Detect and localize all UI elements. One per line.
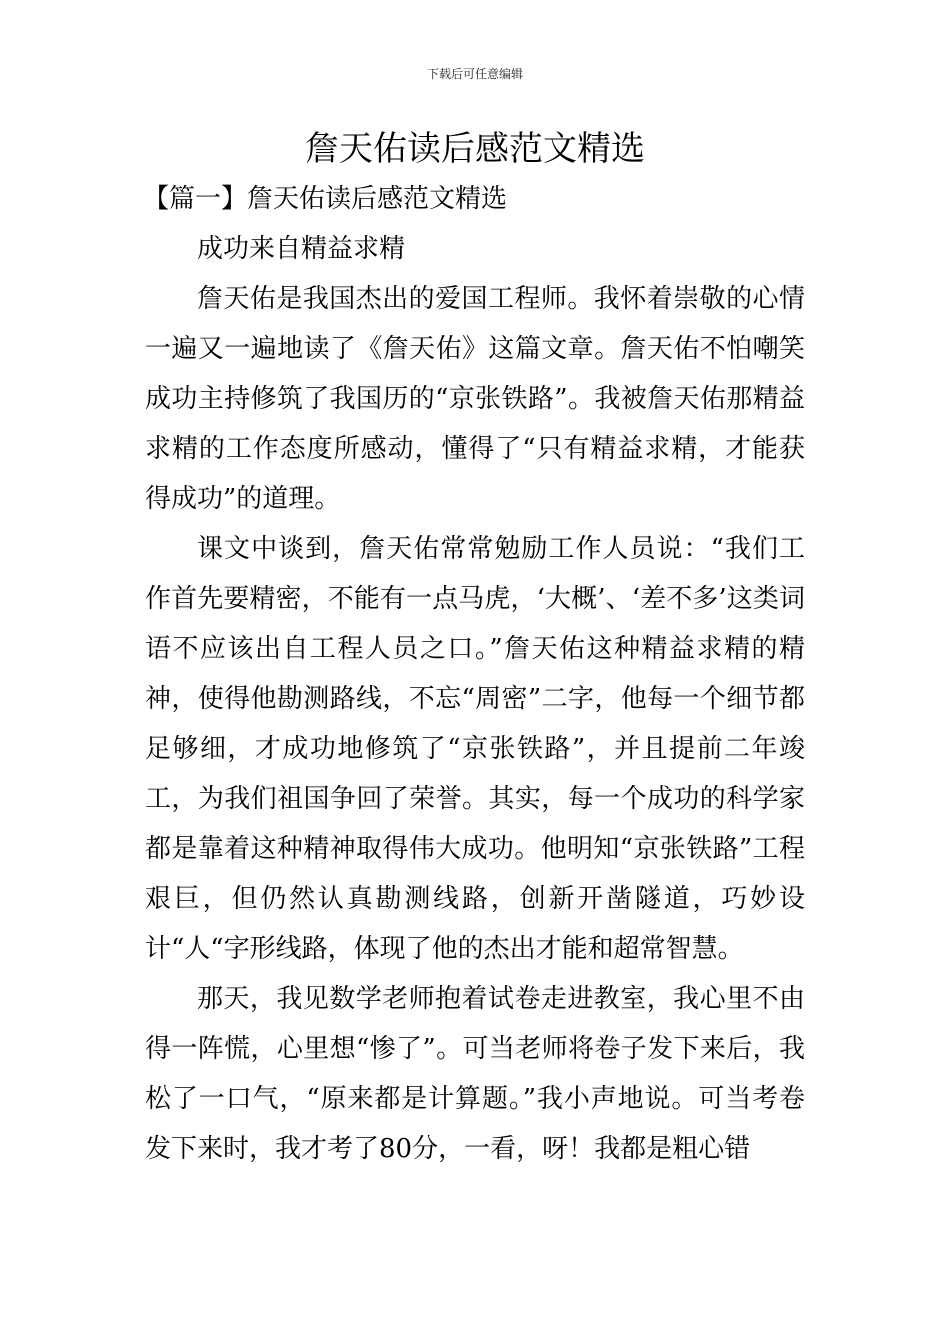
document-body [145,174,805,1174]
page-header-note: 下载后可任意编辑 [426,67,523,81]
paragraph-3: 那天，我见数学老师抱着试卷走进教室，我心里不由得一阵慌，心里想“惨了”。可当老师将卷子发下来后，我松了一口气，“原来都是计算题。”我小声地说。可当考卷发下来时，我才考了80分，一看，呀！我都是粗心错 [145,984,805,1164]
section-heading: 【篇一】詹天佑读后感范文精选 [143,184,508,214]
document-title: 詹天佑读后感范文精选 [305,129,645,169]
paragraph-1: 詹天佑是我国杰出的爱国工程师。我怀着崇敬的心情一遍又一遍地读了《詹天佑》这篇文章。詹天佑不怕嘲笑成功主持修筑了我国历的“京张铁路”。我被詹天佑那精益求精的工作态度所感动，懂得了“只有精益求精，才能获得成功”的道理。 [145,284,805,514]
article-subtitle: 成功来自精益求精 [197,234,406,264]
paragraph-2: 课文中谈到，詹天佑常常勉励工作人员说：“我们工作首先要精密，不能有一点马虎，‘大概’、‘差不多’这类词语不应该出自工程人员之口。”詹天佑这种精益求精的精神，使得他勘测路线，不忘“周密”二字，他每一个细节都足够细，才成功地修筑了“京张铁路”，并且提前二年竣工，为我们祖国争回了荣誉。其实，每一个成功的科学家都是靠着这种精神取得伟大成功。他明知“京张铁路”工程艰巨，但仍然认真勘测线路，创新开凿隧道，巧妙设计“人“字形线路，体现了他的杰出才能和超常智慧。 [145,534,805,964]
